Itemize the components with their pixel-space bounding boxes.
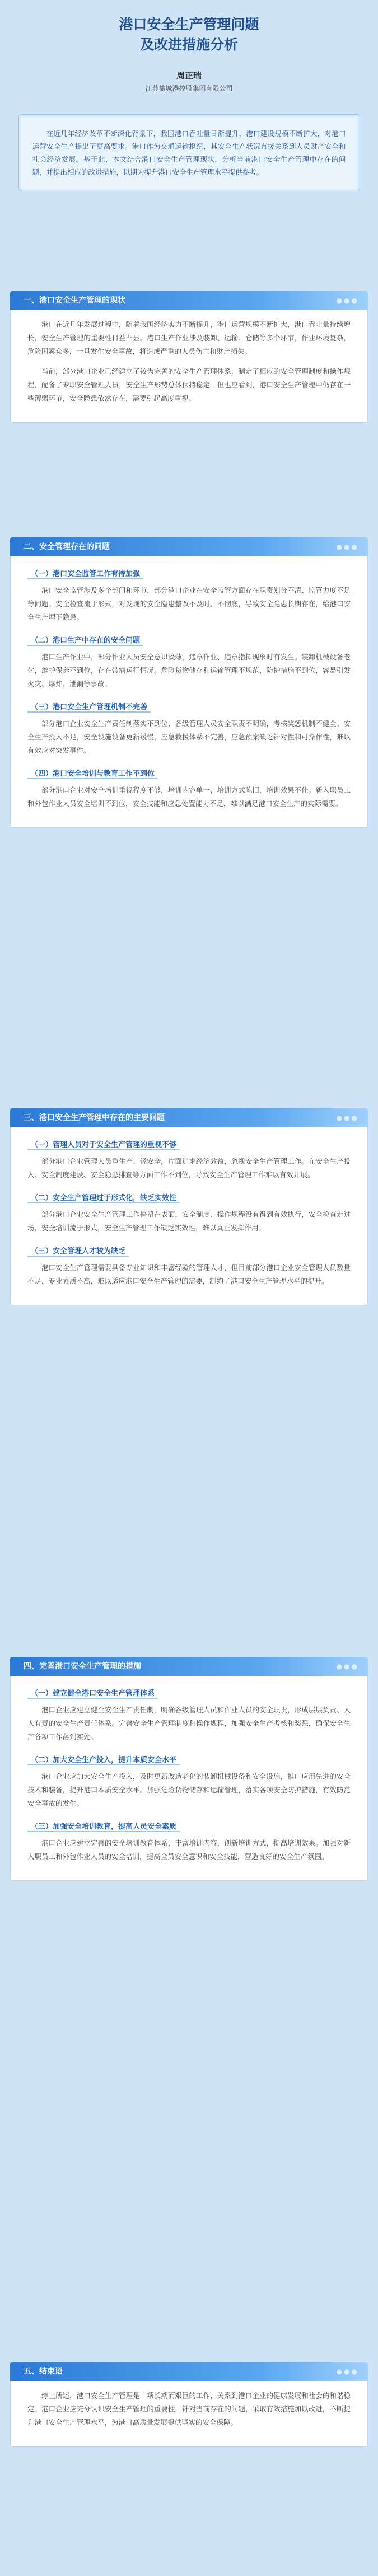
abstract-text: 在近几年经济改革不断深化背景下，我国港口吞吐量日渐提升，港口建设规模不断扩大，对港口运营安全生产提出了更高要求。港口作为交通运输枢纽，其安全生产状况直接关系到人员财产安全和社会经济发展。基于此，本文结合港口安全生产管理现状，分析当前港口安全生产管理中存在的问题，并提出相应的改进措施，以期为提升港口安全生产管理水平提供参考。: [32, 129, 346, 176]
subsection-text: 港口生产作业中，部分作业人员安全意识淡薄，违章作业、违章指挥现象时有发生。装卸机械设备老化，维护保养不到位，存在带病运行情况。危险货物储存和运输管理不规范，防护措施不到位，容易引发火灾、爆炸、泄漏等事故。: [27, 653, 351, 688]
subsection-heading: （一）管理人员对于安全生产管理的重视不够: [27, 1139, 180, 1150]
dots-decoration: ●●●: [336, 543, 359, 551]
section-3: [10, 1108, 368, 1305]
author-organization: 江苏盐城港控股集团有限公司: [145, 85, 233, 92]
section-4-title: 四、完善港口安全生产管理的措施: [24, 1662, 141, 1671]
subsection-heading: （二）加大安全生产投入，提升本质安全水平: [27, 1754, 180, 1765]
section-1-paragraph: 当前，部分港口企业已经建立了较为完善的安全生产管理体系，制定了相应的安全管理制度和操作规程，配备了专职安全管理人员，安全生产形势总体保持稳定。但也应看到，港口安全生产管理中仍存在一些薄弱环节，安全隐患依然存在，需要引起高度重视。: [27, 367, 351, 402]
section-5-title-bar: [10, 2362, 368, 2381]
subsection-text: 港口企业应建立健全安全生产责任制，明确各级管理人员和作业人员的安全职责，形成层层负责、人人有责的安全生产责任体系。完善安全生产管理制度和操作规程，加强安全生产考核和奖惩，确保安全生产各项工作落到实处。: [27, 1706, 351, 1741]
dots-decoration: ●●●: [336, 2368, 359, 2376]
section-4-title-bar: [10, 1657, 368, 1676]
article-title-line2: 及改进措施分析: [139, 36, 238, 53]
subsection-text: 部分港口企业管理人员重生产、轻安全，片面追求经济效益，忽视安全生产管理工作。在安全生产投入、安全制度建设、安全隐患排查等方面工作不到位，导致安全生产管理工作难以有效开展。: [27, 1157, 351, 1179]
subsection-text: 港口企业应建立完善的安全培训教育体系，丰富培训内容，创新培训方式，提高培训效果。加强对新入职员工和外包作业人员的安全培训，提高全员安全意识和安全技能，营造良好的安全生产氛围。: [27, 1839, 351, 1861]
section-4: [10, 1657, 368, 1881]
section-2: [10, 537, 368, 828]
section-5-title: 五、结束语: [24, 2367, 63, 2376]
subsection-text: 港口安全监管涉及多个部门和环节，部分港口企业在安全监管方面存在职责划分不清、监管力度不足等问题。安全检查流于形式，对发现的安全隐患整改不及时、不彻底，导致安全隐患长期存在，给港口安全生产埋下隐患。: [27, 586, 351, 621]
subsection-heading: （三）安全管理人才较为缺乏: [27, 1245, 129, 1257]
subsection-text: 部分港口企业安全生产责任制落实不到位，各级管理人员安全职责不明确，考核奖惩机制不健全。安全生产投入不足，安全设施设备更新缓慢，应急救援体系不完善，应急预案缺乏针对性和可操作性，难以有效应对突发事件。: [27, 719, 351, 755]
section-4-body: [10, 1676, 368, 1881]
subsection-text: 港口安全生产管理需要具备专业知识和丰富经验的管理人才，但目前部分港口企业安全管理人员数量不足，专业素质不高，难以适应港口安全生产管理的需要，制约了港口安全生产管理水平的提升。: [27, 1263, 351, 1285]
section-5-body: [10, 2381, 368, 2447]
subsection-text: 部分港口企业对安全培训重视程度不够，培训内容单一，培训方式陈旧，培训效果不佳。新入职员工和外包作业人员安全培训不到位，安全技能和应急处置能力不足，难以满足港口安全生产的实际需要。: [27, 786, 351, 808]
article-header: [0, 0, 378, 93]
section-3-title: 三、港口安全生产管理中存在的主要问题: [24, 1113, 165, 1122]
dots-decoration: ●●●: [336, 1114, 359, 1122]
subsection-heading: （二）安全生产管理过于形式化，缺乏实效性: [27, 1192, 180, 1203]
article-title-line1: 港口安全生产管理问题: [119, 16, 259, 32]
section-3-body: [10, 1127, 368, 1305]
section-1-paragraph: 港口在近几年发展过程中，随着我国经济实力不断提升，港口运营规模不断扩大，港口吞吐量持续增长，安全生产管理的重要性日益凸显。港口生产作业涉及装卸、运输、仓储等多个环节，作业环境复杂，危险因素众多，一旦发生安全事故，将造成严重的人员伤亡和财产损失。: [27, 320, 351, 355]
subsection-heading: （二）港口生产中存在的安全问题: [27, 634, 143, 646]
dots-decoration: ●●●: [336, 297, 359, 305]
section-1-body: [10, 310, 368, 423]
section-2-body: [10, 556, 368, 828]
abstract-box: [18, 114, 360, 191]
section-1-title-bar: [10, 291, 368, 310]
section-1-title: 一、港口安全生产管理的现状: [24, 296, 125, 305]
dots-decoration: ●●●: [336, 1662, 359, 1670]
subsection-heading: （一）建立健全港口安全生产管理体系: [27, 1687, 158, 1699]
section-5: [10, 2362, 368, 2447]
section-3-title-bar: [10, 1108, 368, 1127]
author-name: 周正瑞: [176, 71, 202, 81]
subsection-heading: （一）港口安全监管工作有待加强: [27, 568, 143, 579]
subsection-heading: （三）港口安全生产管理机制不完善: [27, 701, 151, 713]
subsection-heading: （四）港口安全培训与教育工作不到位: [27, 767, 158, 779]
section-5-paragraph: 综上所述，港口安全生产管理是一项长期而艰巨的工作，关系到港口企业的健康发展和社会的和谐稳定。港口企业应充分认识安全生产管理的重要性，针对当前存在的问题，采取有效措施加以改进，不断提升港口安全生产管理水平，为港口高质量发展提供坚实的安全保障。: [27, 2391, 351, 2427]
section-2-title-bar: [10, 537, 368, 556]
subsection-text: 部分港口企业安全生产管理工作停留在表面，安全制度、操作规程没有得到有效执行，安全检查走过场，安全培训流于形式，安全生产管理工作缺乏实效性，难以真正发挥作用。: [27, 1210, 351, 1232]
subsection-text: 港口企业应加大安全生产投入，及时更新改造老化的装卸机械设备和安全设施，推广应用先进的安全技术和装备，提升港口本质安全水平。加强危险货物储存和运输管理，落实各项安全防护措施，有效防范安全事故的发生。: [27, 1772, 351, 1807]
section-1: [10, 291, 368, 423]
subsection-heading: （三）加强安全培训教育，提高人员安全素质: [27, 1820, 180, 1832]
section-2-title: 二、安全管理存在的问题: [24, 542, 110, 551]
